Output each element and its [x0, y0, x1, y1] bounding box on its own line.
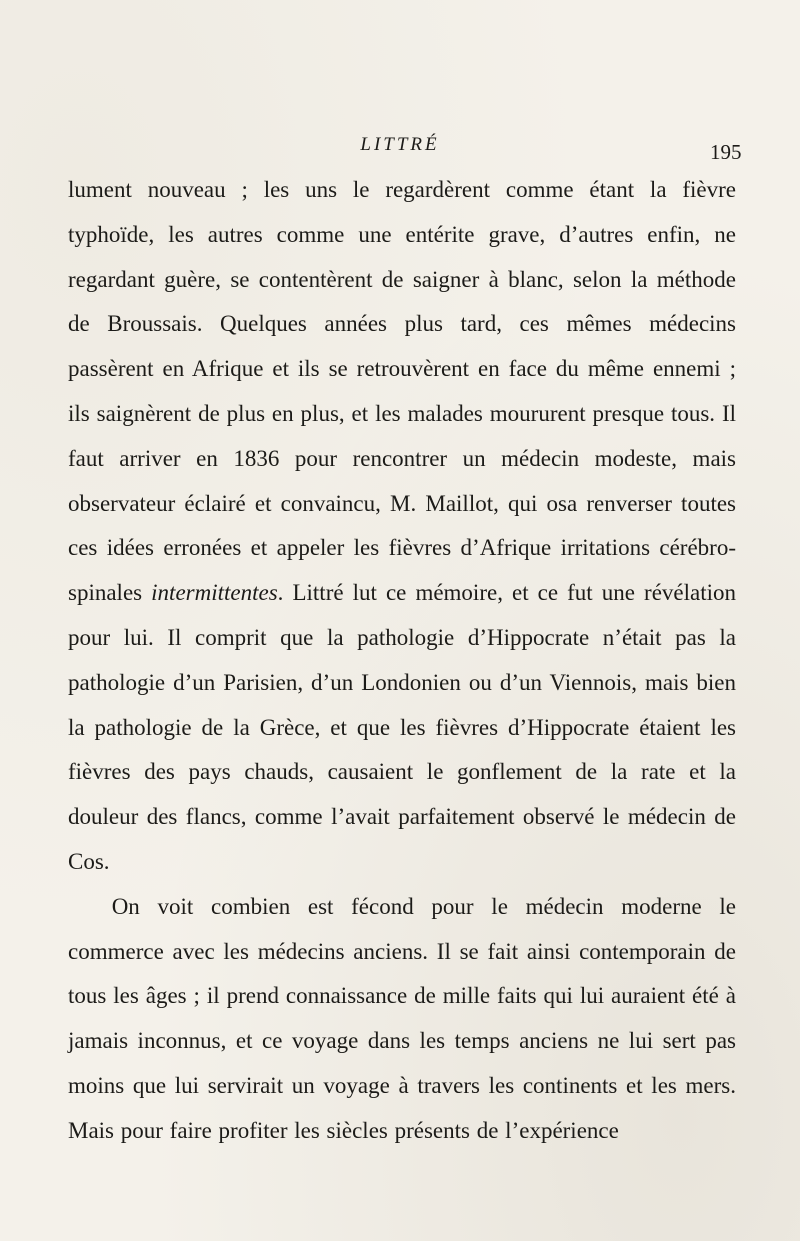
paragraph-1-text-a: lument nouveau ; les uns le regardèrent comme étant la fièvre typhoïde, les autres comme une entérite grave, d’autres enfin, ne regardant guère, se contentèrent de saigner à blanc, selon la méthode de Broussais. Quelques années plus tard, ces mêmes médecins passèrent en Afrique et ils se retrouvèrent en face du même ennemi ; ils saignèrent de plus en plus, et les malades moururent presque tous. Il faut arriver en 1836 pour rencontrer un médecin modeste, mais observateur éclairé et convaincu, M. Maillot, qui osa renverser toutes ces idées erronées et appeler les fièvres d’Afrique irritations cérébro-spinales	[68, 177, 736, 606]
paragraph-1	[68, 168, 736, 885]
paragraph-1-italic-term: intermittentes	[151, 580, 278, 606]
page-header	[0, 128, 800, 168]
body-text	[68, 168, 736, 1154]
paragraph-1-text-b: . Littré lut ce mémoire, et ce fut une révélation pour lui. Il comprit que la pathologie d’Hippocrate n’était pas la pathologie d’un Parisien, d’un Londonien ou d’un Viennois, mais bien la pathologie de la Grèce, et que les fièvres d’Hippocrate étaient les fièvres des pays chauds, causaient le gonflement de la rate et la douleur des flancs, comme l’avait parfaitement observé le médecin de Cos.	[68, 580, 736, 874]
page-number: 195	[710, 140, 742, 164]
paragraph-2: On voit combien est fécond pour le médecin moderne le commerce avec les médecins anciens. Il se fait ainsi contemporain de tous les âges ; il prend connaissance de mille faits qui lui auraient été à jamais inconnus, et ce voyage dans les temps anciens ne lui sert pas moins que lui servirait un voyage à travers les continents et les mers. Mais pour faire profiter les siècles présents de l’expérience	[68, 893, 736, 1143]
running-title: LITTRÉ	[360, 134, 440, 155]
